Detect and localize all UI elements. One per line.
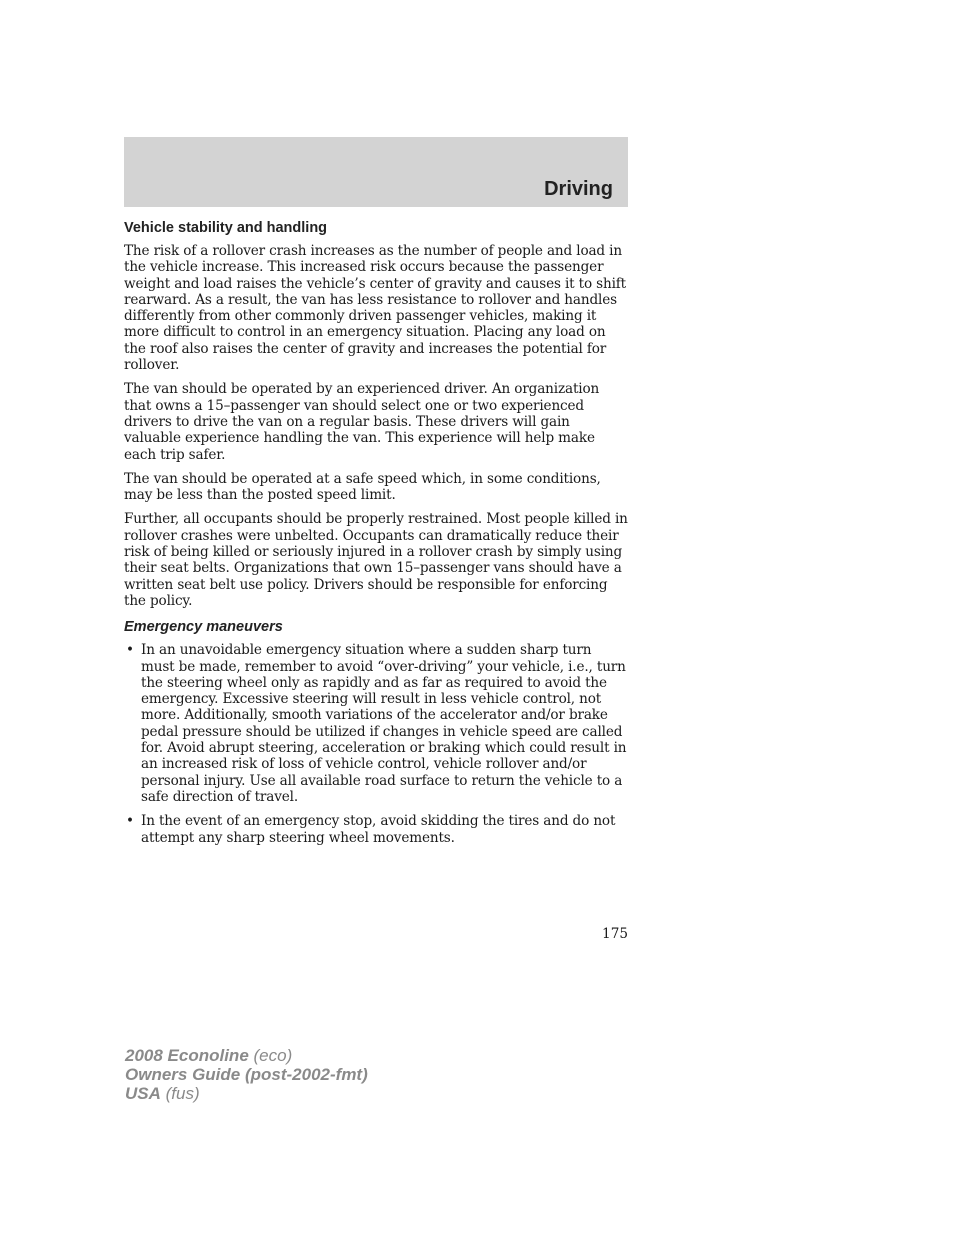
list-item-text: In the event of an emergency stop, avoid skidding the tires and do not attempt any sharp steering wheel movements. (141, 813, 616, 846)
paragraph: Further, all occupants should be properly restrained. Most people killed in rollover crashes were unbelted. Occupants can dramatically reduce their risk of being killed or seriously injured in a rollover crash by simply using their seat belts. Organizations that own 15–passenger vans should have a written seat belt use policy. Drivers should be responsible for enforcing the policy. (124, 511, 628, 609)
bullet-list (124, 642, 628, 846)
list-item-text: In an unavoidable emergency situation where a sudden sharp turn must be made, remember to avoid “over-driving” your vehicle, i.e., turn the steering wheel only as rapidly and as far as required to avoid the emergency. Excessive steering will result in less vehicle control, not more. Additionally, smooth variations of the accelerator and/or brake pedal pressure should be utilized if changes in vehicle speed are called for. Avoid abrupt steering, acceleration or braking which could result in an increased risk of loss of vehicle control, vehicle rollover and/or personal injury. Use all available road surface to return the vehicle to a safe direction of travel. (141, 642, 627, 805)
section-heading-vehicle-stability: Vehicle stability and handling (124, 220, 328, 236)
document-footer (125, 1046, 368, 1103)
list-item (124, 813, 628, 846)
page-number: 175 (602, 926, 628, 942)
page-content (124, 220, 628, 854)
paragraph: The van should be operated by an experienced driver. An organization that owns a 15–passenger van should select one or two experienced drivers to drive the van on a regular basis. These drivers will gain valuable experience handling the van. This experience will help make each trip safer. (124, 381, 600, 463)
chapter-header-band (124, 137, 628, 207)
paragraph: The van should be operated at a safe speed which, in some conditions, may be less than the posted speed limit. (124, 470, 601, 504)
footer-line-model: 2008 Econoline (eco) (125, 1046, 293, 1065)
section-heading-emergency-maneuvers: Emergency maneuvers (124, 619, 283, 636)
footer-line-guide: Owners Guide (post-2002-fmt) (125, 1065, 368, 1084)
bullet-icon: • (126, 642, 134, 659)
footer-line-market: USA (fus) (125, 1084, 200, 1103)
bullet-icon: • (126, 813, 134, 830)
paragraph: The risk of a rollover crash increases as the number of people and load in the vehicle increase. This increased risk occurs because the passenger weight and load raises the vehicle’s center of gravity and causes it to shift rearward. As a result, the van has less resistance to rollover and handles differently from other commonly driven passenger vehicles, making it more difficult to control in an emergency situation. Placing any load on the roof also raises the center of gravity and increases the potential for rollover. (124, 243, 626, 374)
list-item (124, 642, 628, 805)
chapter-title: Driving (544, 178, 613, 200)
